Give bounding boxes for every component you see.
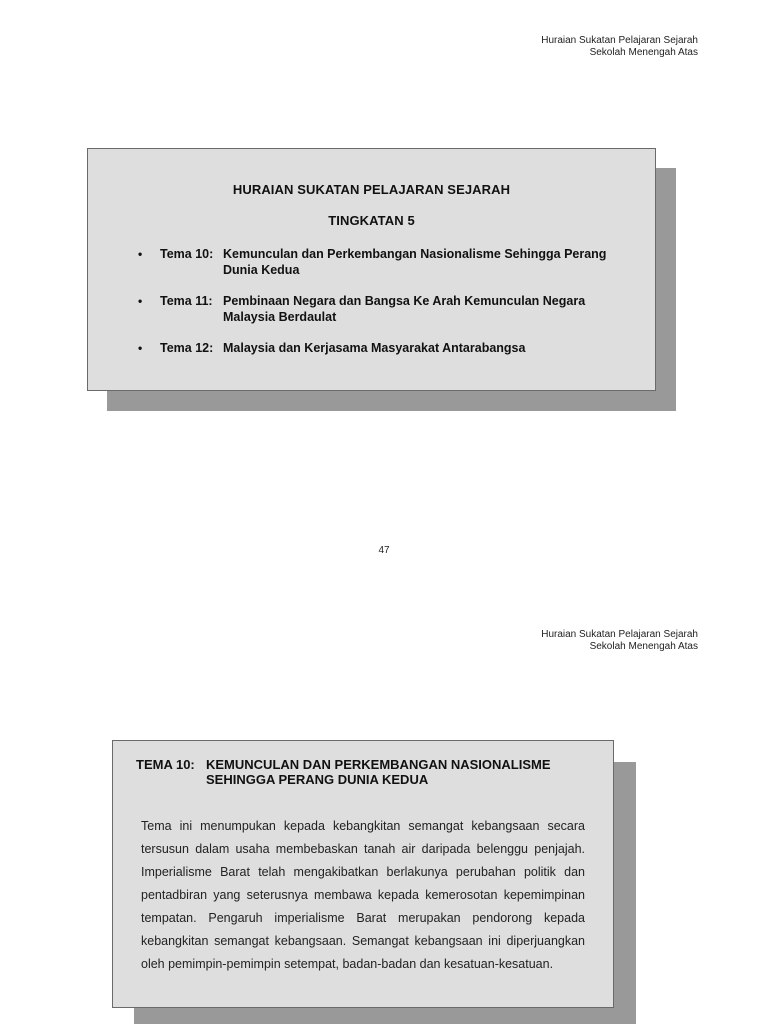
- theme-label: TEMA 10:: [136, 757, 195, 772]
- bullet-icon: •: [138, 247, 143, 261]
- header-title: Huraian Sukatan Pelajaran Sejarah: [541, 35, 698, 46]
- bullet-icon: •: [138, 294, 143, 308]
- theme-heading: [136, 757, 596, 787]
- topic-text: Pembinaan Negara dan Bangsa Ke Arah Kemunculan Negara Malaysia Berdaulat: [223, 294, 586, 324]
- topic-list: [138, 246, 638, 371]
- bullet-icon: •: [138, 341, 143, 355]
- page-number: 47: [378, 545, 390, 556]
- list-item: [138, 340, 638, 356]
- header-title: Huraian Sukatan Pelajaran Sejarah: [541, 629, 698, 640]
- topic-label: Tema 12:: [160, 341, 214, 355]
- theme-title: KEMUNCULAN DAN PERKEMBANGAN NASIONALISME SEHINGGA PERANG DUNIA KEDUA: [206, 757, 551, 787]
- list-item: [138, 246, 638, 278]
- syllabus-title: HURAIAN SUKATAN PELAJARAN SEJARAH: [232, 182, 511, 197]
- list-item: [138, 293, 638, 325]
- running-header: [541, 35, 698, 59]
- topic-text: Kemunculan dan Perkembangan Nasionalisme Sehingga Perang Dunia Kedua: [223, 247, 607, 277]
- syllabus-summary-box: [87, 148, 656, 391]
- theme-description: Tema ini menumpukan kepada kebangkitan semangat kebangsaan secara tersusun dalam usaha membebaskan tanah air daripada belenggu penjajah. Imperialisme Barat telah mengakibatkan berlakunya perubahan politik dan pentadbiran yang seterusnya membawa kepada kemerosotan kepemimpinan tempatan. Pengaruh imperialisme Barat merupakan pendorong kepada kebangkitan semangat kebangsaan. Semangat kebangsaan ini diperjuangkan oleh pemimpin-pemimpin setempat, badan-badan dan kesatuan-kesatuan.: [141, 819, 585, 971]
- running-header: [541, 629, 698, 653]
- topic-text: Malaysia dan Kerjasama Masyarakat Antarabangsa: [223, 341, 526, 355]
- theme-description-box: [112, 740, 614, 1008]
- form-level-title: TINGKATAN 5: [328, 213, 415, 228]
- topic-label: Tema 11:: [160, 294, 213, 308]
- header-subtitle: Sekolah Menengah Atas: [589, 641, 698, 652]
- topic-label: Tema 10:: [160, 247, 214, 261]
- header-subtitle: Sekolah Menengah Atas: [589, 47, 698, 58]
